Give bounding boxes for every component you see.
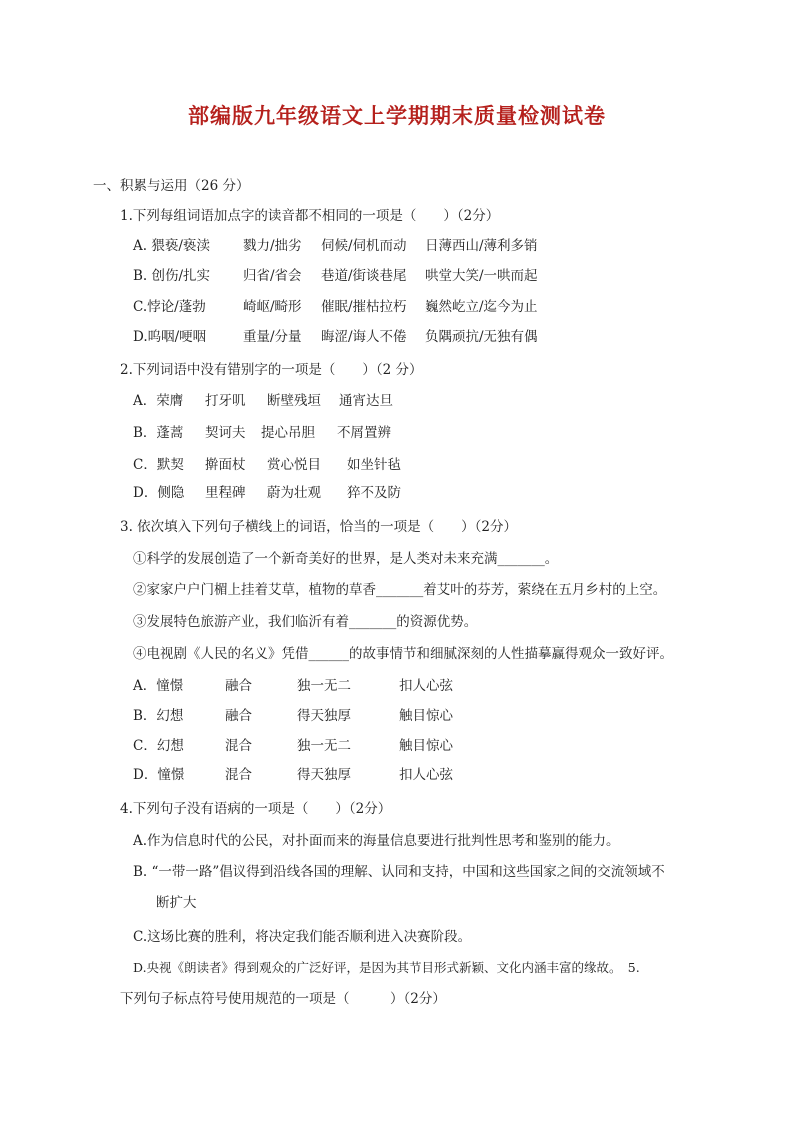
q2-option-c <box>133 455 401 475</box>
q3-c-word-3: 独一无二 <box>297 738 351 754</box>
q2-a-word-1: A．荣膺 <box>133 393 184 409</box>
q3-d-word-1: D．憧憬 <box>133 767 185 783</box>
q1-b-word-1: B. 创伤/扎实 <box>133 268 211 284</box>
q3-b-word-2: 融合 <box>225 708 252 724</box>
q2-c-word-1: C．默契 <box>133 457 184 473</box>
q3-option-c <box>133 736 453 756</box>
question-3-stem: 3. 依次填入下列句子横线上的词语，恰当的一项是（ ）（2分） <box>120 519 518 535</box>
q2-a-word-3: 断壁残垣 <box>267 393 321 409</box>
q2-a-word-2: 打牙叽 <box>205 393 246 409</box>
q3-d-word-2: 混合 <box>225 767 252 783</box>
q4-option-d: D.央视《朗读者》得到观众的广泛好评，是因为其节目形式新颖、文化内涵丰富的缘故。 5. <box>133 960 640 975</box>
q1-b-word-3: 巷道/街谈巷尾 <box>321 268 407 284</box>
q3-c-word-1: C．幻想 <box>133 738 184 754</box>
q1-d-word-3: 晦涩/诲人不倦 <box>321 329 407 345</box>
q1-c-word-3: 催眠/摧枯拉朽 <box>321 299 407 315</box>
q3-b-word-3: 得天独厚 <box>297 708 351 724</box>
q3-d-word-3: 得天独厚 <box>297 767 351 783</box>
section-heading: 一、积累与运用（26 分） <box>93 178 250 194</box>
q1-a-word-3: 伺候/伺机而动 <box>321 238 407 254</box>
q1-option-c <box>133 297 538 317</box>
q2-option-d <box>133 483 401 503</box>
q1-c-word-4: 巍然屹立/迄今为止 <box>425 299 538 315</box>
q3-option-a <box>133 676 453 696</box>
q4-option-b-line-1: B. “一带一路”倡议得到沿线各国的理解、认同和支持，中国和这些国家之间的交流领域不 <box>133 864 665 880</box>
q3-option-d <box>133 765 453 785</box>
q2-b-word-4: 不屑置辨 <box>337 425 391 441</box>
q2-c-word-2: 擀面杖 <box>205 457 246 473</box>
q4-option-a: A.作为信息时代的公民，对扑面而来的海量信息要进行批判性思考和鉴别的能力。 <box>133 833 620 849</box>
question-2-stem: 2.下列词语中没有错别字的一项是（ ）（2 分） <box>120 362 423 378</box>
page-title: 部编版九年级语文上学期期末质量检测试卷 <box>188 103 606 128</box>
q3-sentence-4: ④电视剧《人民的名义》凭借______的故事情节和细腻深刻的人性描摹赢得观众一致好评。 <box>133 646 673 662</box>
q2-d-word-2: 里程碑 <box>205 485 246 501</box>
q1-d-word-1: D.呜咽/哽咽 <box>133 329 207 345</box>
question-4-stem: 4.下列句子没有语病的一项是（ ）（2分） <box>120 801 392 817</box>
q4-option-b-line-2: 断扩大 <box>156 895 197 911</box>
q1-d-word-4: 负隅顽抗/无独有偶 <box>425 329 538 345</box>
q2-d-word-4: 猝不及防 <box>347 485 401 501</box>
q3-option-b <box>133 706 453 726</box>
q3-a-word-3: 独一无二 <box>297 678 351 694</box>
q3-sentence-1: ①科学的发展创造了一个新奇美好的世界，是人类对未来充满_______。 <box>133 551 559 567</box>
q3-sentence-2: ②家家户户门楣上挂着艾草，植物的草香_______着艾叶的芬芳，萦绕在五月乡村的上空。 <box>133 582 667 598</box>
q1-a-word-1: A. 猥亵/亵渎 <box>133 238 210 254</box>
question-5-stem: 下列句子标点符号使用规范的一项是（ ）（2分） <box>120 991 446 1007</box>
q2-a-word-4: 通宵达旦 <box>339 393 393 409</box>
q4-option-c: C.这场比赛的胜利，将决定我们能否顺利进入决赛阶段。 <box>133 929 472 945</box>
q1-c-word-1: C.悖论/蓬勃 <box>133 299 206 315</box>
q3-a-word-4: 扣人心弦 <box>399 678 453 694</box>
q2-b-word-2: 契诃夫 <box>205 425 246 441</box>
q2-d-word-3: 蔚为壮观 <box>267 485 321 501</box>
question-1-stem: 1.下列每组词语加点字的读音都不相同的一项是（ ）（2分） <box>120 208 500 224</box>
q1-d-word-2: 重量/分量 <box>243 329 302 345</box>
q2-option-a <box>133 391 393 411</box>
q3-sentence-3: ③发展特色旅游产业，我们临沂有着_______的资源优势。 <box>133 614 478 630</box>
q1-a-word-2: 戮力/拙劣 <box>243 238 302 254</box>
q1-option-a <box>133 236 538 256</box>
q2-b-word-1: B．蓬蒿 <box>133 425 184 441</box>
q1-b-word-2: 归省/省会 <box>243 268 302 284</box>
q1-option-b <box>133 266 538 286</box>
q3-b-word-1: B．幻想 <box>133 708 184 724</box>
q2-d-word-1: D．侧隐 <box>133 485 185 501</box>
q1-option-d <box>133 327 538 347</box>
q1-a-word-4: 日薄西山/薄利多销 <box>425 238 538 254</box>
q3-c-word-2: 混合 <box>225 738 252 754</box>
q3-a-word-2: 融合 <box>225 678 252 694</box>
q3-b-word-4: 触目惊心 <box>399 708 453 724</box>
q2-c-word-4: 如坐针毡 <box>347 457 401 473</box>
q3-c-word-4: 触目惊心 <box>399 738 453 754</box>
q2-b-word-3: 提心吊胆 <box>261 425 315 441</box>
q1-b-word-4: 哄堂大笑/一哄而起 <box>425 268 538 284</box>
q1-c-word-2: 崎岖/畸形 <box>243 299 302 315</box>
q2-c-word-3: 赏心悦目 <box>267 457 321 473</box>
q3-a-word-1: A．憧憬 <box>133 678 184 694</box>
q3-d-word-4: 扣人心弦 <box>399 767 453 783</box>
q2-option-b <box>133 423 391 443</box>
